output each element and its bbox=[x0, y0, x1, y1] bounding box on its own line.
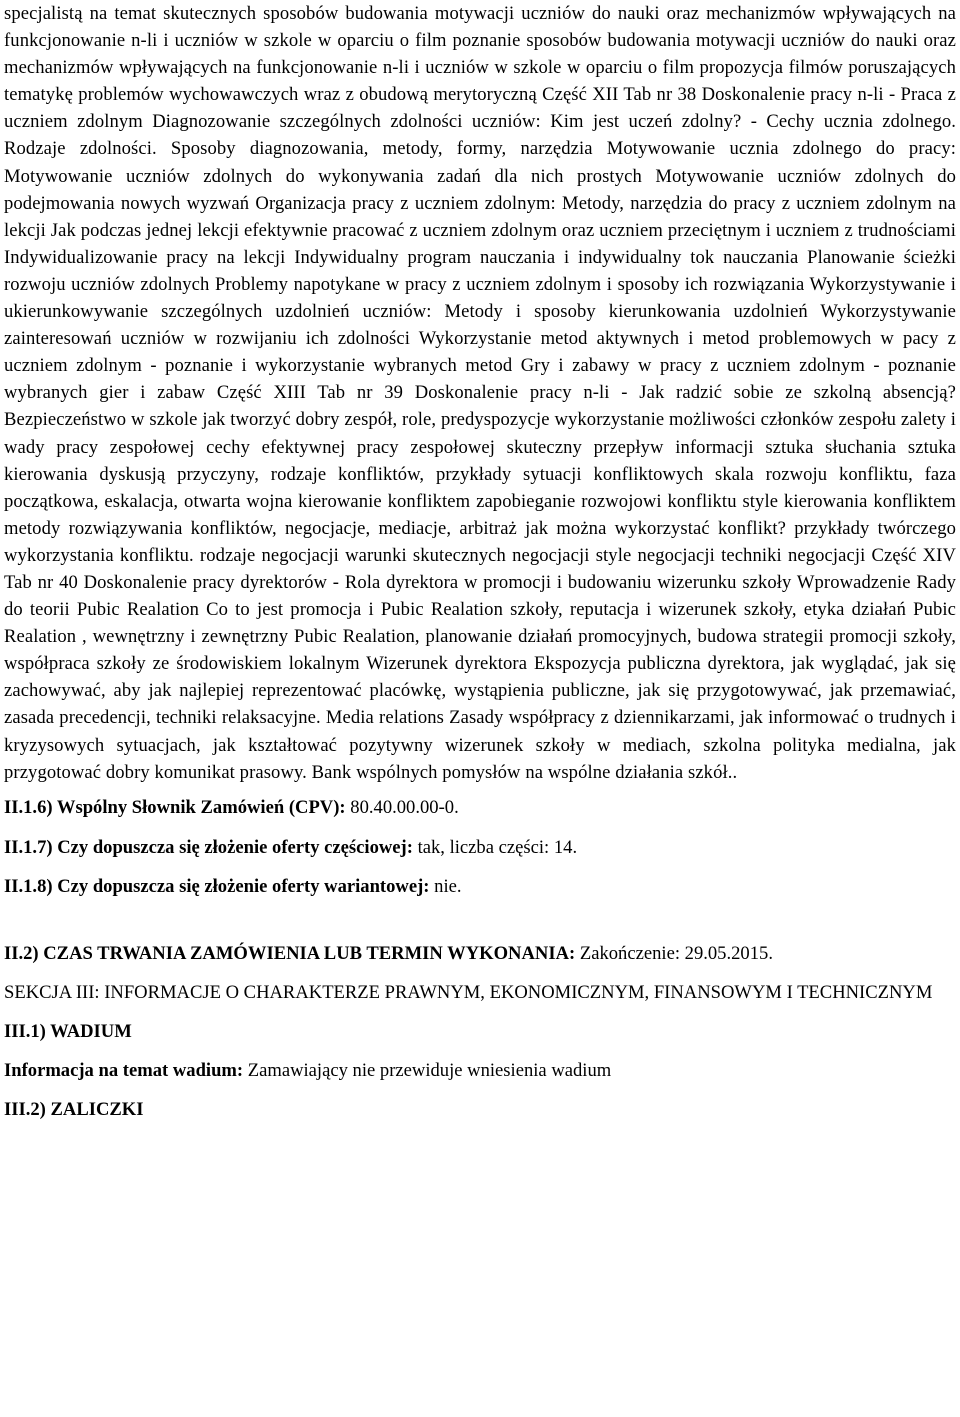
zaliczki-heading-text: III.2) ZALICZKI bbox=[4, 1098, 144, 1120]
cpv-item bbox=[4, 794, 956, 821]
wadium-heading-text: III.1) WADIUM bbox=[4, 1020, 132, 1042]
cpv-value: 80.40.00.00-0. bbox=[345, 796, 459, 818]
wadium-info-value: Zamawiający nie przewiduje wniesienia wadium bbox=[243, 1059, 612, 1081]
duration-item bbox=[4, 940, 956, 967]
variant-offers-label: II.1.8) Czy dopuszcza się złożenie oferty wariantowej: bbox=[4, 875, 430, 897]
cpv-label: II.1.6) Wspólny Słownik Zamówień (CPV): bbox=[4, 796, 346, 818]
partial-offers-label: II.1.7) Czy dopuszcza się złożenie oferty częściowej: bbox=[4, 836, 413, 858]
partial-offers-value: tak, liczba części: 14. bbox=[412, 836, 578, 858]
wadium-info-label: Informacja na temat wadium: bbox=[4, 1059, 244, 1081]
section-3-title: SEKCJA III: INFORMACJE O CHARAKTERZE PRAWNYM, EKONOMICZNYM, FINANSOWYM I TECHNICZNYM bbox=[4, 981, 933, 1003]
variant-offers-value: nie. bbox=[429, 875, 462, 897]
variant-offers-item bbox=[4, 873, 956, 900]
wadium-info-item bbox=[4, 1057, 956, 1084]
zaliczki-heading bbox=[4, 1096, 956, 1123]
description-paragraph: specjalistą na temat skutecznych sposobów budowania motywacji uczniów do nauki oraz mechanizmów wpływających na funkcjonowanie n-li i uczniów w szkole w oparciu o film poznanie sposobów budowania motywacji uczniów do nauki oraz mechanizmów wpływających na funkcjonowanie n-li i uczniów w szkole w oparciu o film propozycja filmów poruszających tematykę problemów wychowawczych wraz z obudową merytoryczną Część XII Tab nr 38 Doskonalenie pracy n-li - Praca z uczniem zdolnym Diagnozowanie szczególnych zdolności uczniów: Kim jest uczeń zdolny? - Cechy ucznia zdolnego. Rodzaje zdolności. Sposoby diagnozowania, metody, formy, narzędzia Motywowanie ucznia zdolnego do pracy: Motywowanie uczniów zdolnych do wykonywania zadań dla nich prostych Motywowanie uczniów zdolnych do podejmowania nowych wyzwań Organizacja pracy z uczniem zdolnym: Metody, narzędzia do pracy z uczniem zdolnym na lekcji Jak podczas jednej lekcji efektywnie pracować z uczniem zdolnym oraz uczniem przeciętnym i uczniem z trudnościami Indywidualizowanie pracy na lekcji Indywidualny program nauczania i indywidualny tok nauczania Planowanie ścieżki rozwoju uczniów zdolnych Problemy napotykane w pracy z uczniem zdolnym i sposoby ich rozwiązania Wykorzystywanie i ukierunkowywanie szczególnych uzdolnień uczniów: Metody i sposoby kierunkowania uzdolnień Wykorzystywanie zainteresowań uczniów w rozwijaniu ich zdolności Wykorzystanie metod aktywnych i metod problemowych w pacy z uczniem zdolnym - poznanie i wykorzystanie wybranych metod Gry i zabawy w pracy z uczniem zdolnym - poznanie wybranych gier i zabaw Część XIII Tab nr 39 Doskonalenie pracy n-li - Jak radzić sobie ze szkolną absencją? Bezpieczeństwo w szkole jak tworzyć dobry zespół, role, predyspozycje wykorzystanie możliwości członków zespołu zalety i wady pracy zespołowej cechy efektywnej pracy zespołowej skuteczny przepływ informacji sztuka słuchania sztuka kierowania dyskusją przyczyny, rodzaje konfliktów, przykłady sytuacji konfliktowych skala rozwoju konfliktu, faza początkowa, eskalacja, otwarta wojna kierowanie konfliktem zapobieganie rozwojowi konfliktu style kierowania konfliktem metody rozwiązywania konfliktów, negocjacje, mediacje, arbitraż jak można wykorzystać konflikt? przykłady twórczego wykorzystania konfliktu. rodzaje negocjacji warunki skutecznych negocjacji style negocjacji techniki negocjacji Część XIV Tab nr 40 Doskonalenie pracy dyrektorów - Rola dyrektora w promocji i budowaniu wizerunku szkoły Wprowadzenie Rady do teorii Pubic Realation Co to jest promocja i Pubic Realation szkoły, reputacja i wizerunek szkoły, etyka działań Pubic Realation , wewnętrzny i zewnętrzny Pubic Realation, planowanie działań promocyjnych, budowa strategii promocji szkoły, współpraca szkoły ze środowiskiem lokalnym Wizerunek dyrektora Ekspozycja publiczna dyrektora, jak wyglądać, jak się zachowywać, aby jak najlepiej reprezentować placówkę, wystąpienia publiczne, jak się przygotowywać, jak przemawiać, zasada precedencji, techniki relaksacyjne. Media relations Zasady współpracy z dziennikarzami, jak informować o trudnych i kryzysowych sytuacjach, jak kształtować pozytywny wizerunek szkoły w mediach, szkolna polityka medialna, jak przygotować dobry komunikat prasowy. Bank wspólnych pomysłów na wspólne działania szkół.. bbox=[4, 3, 956, 783]
partial-offers-item bbox=[4, 834, 956, 861]
wadium-heading bbox=[4, 1018, 956, 1045]
duration-value: Zakończenie: 29.05.2015. bbox=[575, 942, 773, 964]
duration-label: II.2) CZAS TRWANIA ZAMÓWIENIA LUB TERMIN WYKONANIA: bbox=[4, 942, 576, 964]
